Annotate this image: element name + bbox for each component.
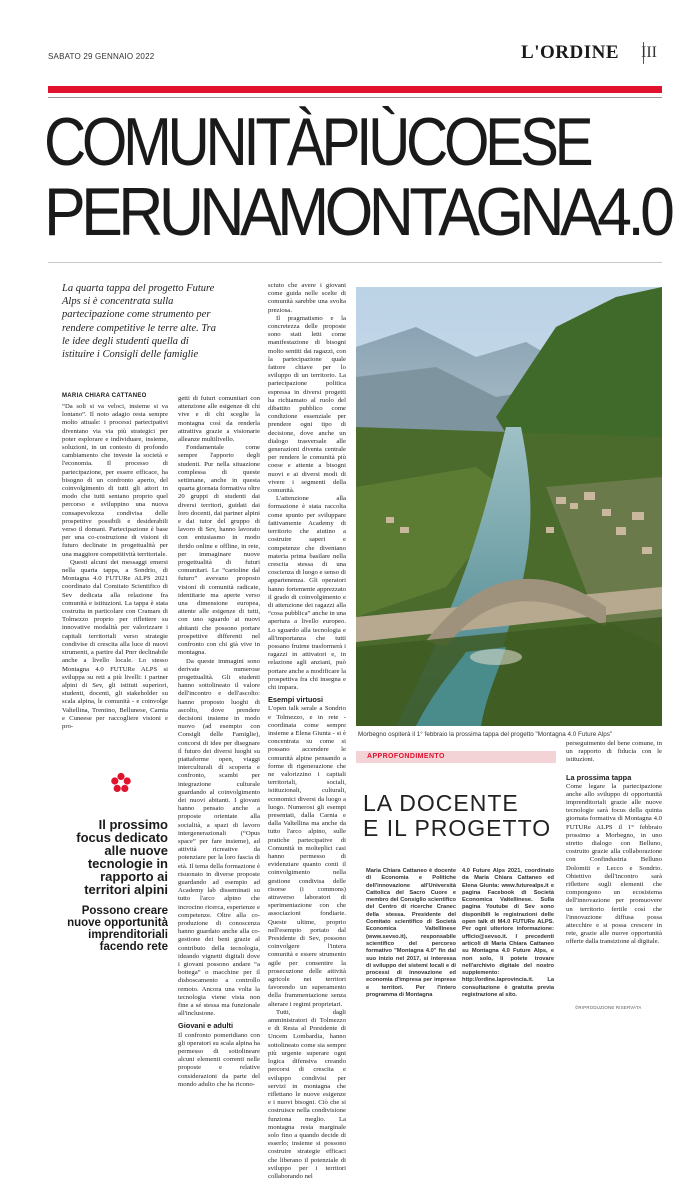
paragraph: Come legare la partecipazione anche allo sviluppo di opportunità imprenditoriali grazie alle nuove tecnologie sarà focus della quinta giornata formativa di Montagna 4.0 FUTURe ALPS il 1° febbraio prossimo a Morbegno, in uno stretto dialogo con Belluno, costruito grazie alla collaborazione con Confindustria Belluno Dolomiti e Lecco e Sondrio. Obiettivo dell'incontro sarà riflettere sugli elementi che compongono un ecosistema dell'innovazione per promuovere un territorio fertile così che l'innovazione diffusa possa attecchire e si possa crescere in rete, grazie alle nuove opportunità offerte dalla transizione al digitale. (566, 782, 662, 946)
paragraph: Questi alcuni dei messaggi emersi nella quarta tappa, a Sondrio, di Montagna 4.0 FUTURe ALPS 2021 coordinato dal Comitato Scientifico di Sev dedicata alla relazione fra comunità e istituzioni. La tappa è stata costruita in particolare con Cramars di Tolmezzo proprio per riflettere su innovative modalità per valorizzare i capitali territoriali verso strategie condivise di crescita alla luce di nuovi strumenti, a partire dal Pnrr declinabile anche a livello locale. Lo stesso Montagna 4.0 FUTURe ALPS si sviluppa su reti a più livelli: i partner alpini di Sev, gli istituti superiori, studenti, docenti, gli stakeholder su scala alpina, le comunità - e coinvolge Valtellina, Trentino, Bellunese, Carnia e Cuneese per raccogliere visioni e pro- (62, 558, 168, 730)
page-number: III (641, 44, 657, 61)
box-title-line-1: LA DOCENTE (363, 790, 519, 816)
headline-rule (48, 262, 662, 263)
box-title-line-2: E IL PROGETTO (363, 815, 552, 841)
paragraph: Tutti, dagli amministratori di Tolmezzo e di Resia al Presidente di Uncem Lombardia, hanno sottolineato come sia sempre più urgente superare ogni logica difensiva creando percorsi di crescita e sviluppo condivisi per servizi in montagna che riflettano le nuove esigenze e i nuovi bisogni. Ciò che si costruisce nella condivisione funziona meglio. La montagna resta marginale solo fino a quando decide di esserlo; insieme si possono costruire strategie efficaci che liberano il potenziale di sviluppo per i territori collaborando nel (268, 1008, 346, 1180)
box-column-1: Maria Chiara Cattaneo è docente di Economia e Politiche dell'innovazione all'Università Cattolica del Sacro Cuore e membro del Consiglio scientifico del Centro di ricerche Cranec della stessa. Presidente del Comitato scientifico di Società Economica Valtellinese (www.sevso.it), responsabile scientifico del percorso formativo "Montagna 4.0" fin dal suo inizio nel 2017, si interessa di sviluppo dei sistemi locali e di processi di innovazione ed economia d'impresa per imprese e territori. Per l'intero programma di Montagna (366, 868, 456, 999)
paragraph: L'open talk serale a Sondrio e Tolmezzo, e in rete - coordinata come sempre insieme a Elena Giunta - si è concentrata su come si possano accendere le comunità alpine pensando a forme di rigenerazione che ne valorizzino i capitali territoriali, sociali, istituzionali, culturali, economici diversi da luogo a luogo. Numerosi gli esempi presentati, dalla Carnia e dalla Valtellina ma anche da tutto l'arco alpino, sulle pratiche partecipative di Comunità in molteplici casi hanno permesso di evidenziare quanto conti il coinvolgimento nella gestione condivisa delle risorse (i commons) attraverso laboratori di sperimentazione con che associazioni fondiarie. Queste ultime, proprio nell'esempio portato dal Presidente di Sev, possono coinvolgere l'intera comunità e essere strumento agile per consentire la prosecuzione delle attività agricole nei territori favorendo un superamento della frammentazione senza alterare i regimi proprietari. (268, 705, 346, 1008)
paragraph: Fondamentale come sempre l'apporto degli studenti. Pur nella situazione complessa di queste settimane, anche in questa quarta giornata formativa oltre 20 gruppi di studenti dai diversi territori, guidati dai loro docenti, dai partner alpini e dai tutor del gruppo di lavoro di Sev, hanno lavorato con entusiasmo in modo ibrido online e offline, in rete, per immaginare nuove progettualità di futuri comunitari. Le “cartoline dal futuro” avevano proposto visioni di comunità radicate, identitarie ma aperte verso una dimensione europea, attente alle esigenze di tutti, con uno sguardo ai nuovi abitanti che possono portare prospettive differenti nel confronto con chi già vive in montagna. (178, 444, 260, 657)
article-column-2 (178, 395, 260, 1089)
section-tag: APPROFONDIMENTO (367, 753, 445, 760)
headline-line-2: PERUNAMONTAGNA4.0 (44, 174, 671, 250)
issue-date: SABATO 29 GENNAIO 2022 (48, 52, 155, 61)
masthead: L'ORDINE (521, 42, 619, 63)
standfirst: La quarta tappa del progetto Future Alps si è concentrata sulla partecipazione come strumento per rendere competitive le terre alte. Tra le idee degli studenti quella di istituire i Consigli delle famiglie (62, 283, 216, 361)
paragraph: Da queste immagini sono derivate numerose progettualità. Gli studenti hanno sottolineato il valore dell'incontro e dell'ascolto: hanno proposto luoghi di ascolto, dove prendere decisioni insieme in modo nuovo (ad esempio con Consigli delle Famiglie), concorsi di idee per disegnare il futuro dei diversi luoghi su piattaforme open, viaggi interculturali di scoperta e confronto, scambi per integrazione culturale guardando al coinvolgimento dei nuovi abitanti. I giovani hanno pensato anche a proposte orientate alla socialità, a spazi di lavoro intergenerazionali (“Opus space” per fare insieme), ad attività ricreative da potenziare per la loro fascia di età. Il tema della formazione è risuonato in diverse proposte guardando ad esempio ad Academy lab disseminati su tutto l'arco alpino che incrocino ricerca, esperienze e competenze. Oltre alla co-produzione di conoscenza hanno guardato anche alla co-gestione dei beni grazie al contributo della tecnologia, ideando vignetti digitali dove i giovani possono andare “a bottega” o macchine per il disboscamento a controllo remoto. Ancora una volta la tecnologia viene vista non fine a sé stessa ma funzionale all'inclusione. (178, 657, 260, 1018)
paragraph: perseguimento del bene comune, in un rapporto di fiducia con le istituzioni. (566, 740, 662, 764)
byline: MARIA CHIARA CATTANEO (62, 393, 147, 399)
article-column-1 (62, 403, 168, 731)
subheading: La prossima tappa (566, 772, 632, 782)
article-column-3 (268, 282, 346, 1181)
pull-quote-1: Il prossimo focus dedicato alle nuove tecnologie in rapporto ai territori alpini (76, 817, 168, 897)
copyright-note: ©RIPRODUZIONE RISERVATA (575, 1005, 642, 1010)
headline-line-1: COMUNITÀPIÙCOESE (44, 104, 590, 180)
photo-caption: Morbegno ospiterà il 1° febbraio la prossima tappa del progetto "Montagna 4.0 Future Alps" (358, 731, 613, 738)
article-column-4 (566, 740, 662, 947)
box-column-2: 4.0 Future Alps 2021, coordinato da Maria Chiara Cattaneo ed Elena Giunta: www.futurealps.it e pagina Facebook di Società Economica Valtellinese. Sulla pagina Youtube di Sev sono disponibili le registrazioni delle open talk di M4.0 FUTURe ALPS. Per ogni ulteriore informazione: ufficio@sevso.it. I precedenti articoli di Maria Chiara Cattaneo su Montagna 4.0 Future Alps, e non solo, li potete trovare nell'archivio digitale del nostro supplemento: http://ordine.laprovincia.it. La consultazione è gratuita previa registrazione al sito. (462, 868, 554, 999)
accent-bar (48, 86, 662, 93)
paragraph: getti di futuri comunitari con attenzione alle esigenze di chi vive e di chi sceglie la montagna così da renderla attrattiva grazie a visionarie alleanze multilivello. (178, 395, 260, 444)
paragraph: sciuto che avere i giovani come guida nelle scelte di comunità sarebbe una svolta preziosa. (268, 282, 346, 314)
pull-quote-2: Possono creare nuove opportunità imprenditoriali facendo rete (67, 905, 168, 953)
paragraph: Il pragmatismo e la concretezza delle proposte sono stati letti come manifestazione di bisogni molto sentiti dai ragazzi, con la partecipazione quale fattore chiave per lo sviluppo di un territorio. La partecipazione politica espressa in diversi progetti ha richiamato al ruolo del dibattito pubblico come condizione essenziale per prendere ogni tipo di decisione, dove anche un dialogo trasversale alle generazioni diventa centrale per rendere le comunità più coese e attente a bisogni nuovi e ai diversi modi di vivere i segmenti della comunità. (268, 314, 346, 495)
flower-icon (110, 772, 132, 794)
paragraph: L'attenzione alla formazione è stata raccolta come spunto per sviluppare fattivamente Academy di territorio che aiutino a costruire saperi e competenze che diventano materia prima basilare nella crescita stessa di una coscienza di luogo e senso di appartenenza. Gli operatori hanno fortemente apprezzato il grado di coinvolgimento e di attenzione dei ragazzi alla “cosa pubblica” anche in una apertura a livello europeo. Lo sguardo alla tecnologia e all'importanza che tutti possano fruirne trasformerà i ragazzi in attivatori e, in relazione agli anziani, può portare anche a modificare la prospettiva fra chi insegna e chi impara. (268, 495, 346, 691)
paragraph: Il confronto pomeridiano con gli operatori su scala alpina ha permesso di sottolineare alcuni elementi correnti nelle proposte e relative considerazioni da parte del mondo adulto che ha ricono- (178, 1031, 260, 1088)
paragraph: “Da soli si va veloci, insieme si va lontano”. Il noto adagio resta sempre molto attuale: i processi partecipativi diventano via via più strategici per poter esplorare e individuare, insieme, soluzioni, in un contesto di profondo cambiamento che investe la società e l'economia. Il processo di partecipazione, per essere efficace, ha bisogno di un confronto aperto, del coinvolgimento di tutti gli attori in modo che tutti sentano proprio quel percorso e sviluppino una nuova consapevolezza condivisa delle prospettive possibili e desiderabili verso il domani. Partecipazione è base per una co-costruzione di visioni di futuro declinate in progettualità per una maggiore competitività territoriale. (62, 403, 168, 558)
subheading: Esempi virtuosi (268, 695, 324, 705)
header-rule (48, 97, 662, 98)
valley-photo (356, 287, 662, 726)
subheading: Giovani e adulti (178, 1021, 234, 1031)
